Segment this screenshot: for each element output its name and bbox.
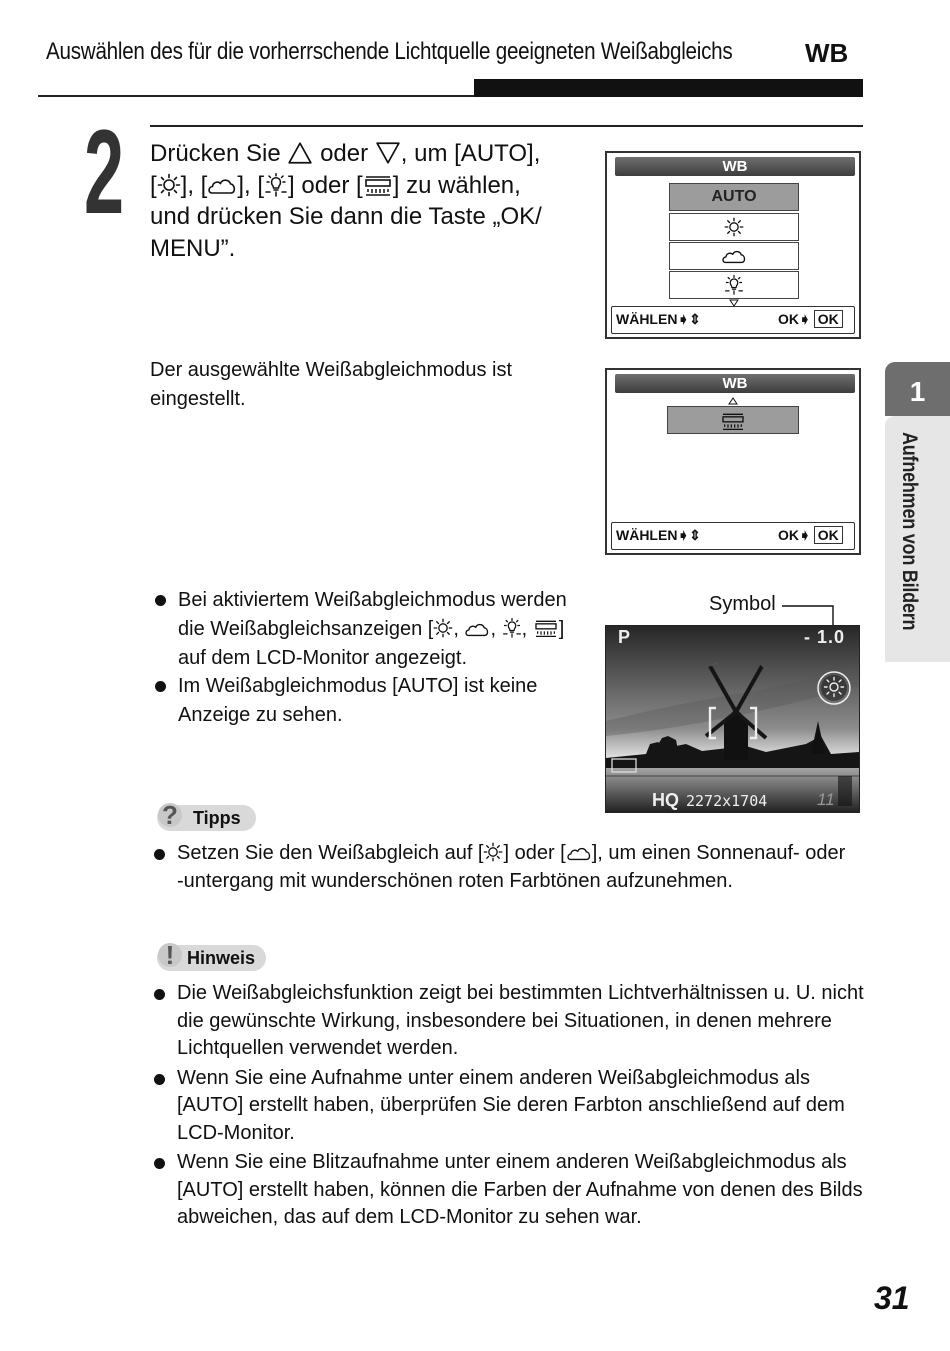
cloud-icon xyxy=(566,845,592,862)
menu-item-auto[interactable] xyxy=(669,183,799,211)
result-text: Der ausgewählte Weißabgleichmodus ist eingestellt. xyxy=(150,359,513,410)
header-black-bar xyxy=(474,79,863,97)
cloud-icon xyxy=(207,175,237,197)
bullet-text: , xyxy=(490,617,497,640)
step-rule xyxy=(150,125,863,127)
bullet-text: , xyxy=(521,617,528,640)
wb-menu-screen xyxy=(605,151,861,339)
list-item: Die Weißabgleichsfunktion zeigt bei bestimmten Lichtverhältnissen u. U. nicht die gewünschte Wirkung, insbesondere bei Situationen, in denen mehrere Lichtquellen verwendet werden. xyxy=(152,980,864,1063)
instr-text: oder xyxy=(320,140,369,167)
page-header-title: Auswählen des für die vorherrschende Lichtquelle geeigneten Weißabgleichs xyxy=(46,38,733,65)
bullet-text: ], um einen Sonnenauf- oder -untergang mit wunderschönen roten Farbtönen aufzunehmen. xyxy=(177,842,846,892)
up-arrow-icon xyxy=(287,141,313,165)
header-rule xyxy=(38,95,474,97)
tips-list xyxy=(152,840,852,895)
fluorescent-icon xyxy=(533,618,559,638)
instr-text: MENU”. xyxy=(150,234,236,262)
chapter-number: 1 xyxy=(909,376,926,407)
exclamation-icon xyxy=(155,939,185,971)
fluorescent-icon xyxy=(720,411,746,431)
list-item: Wenn Sie eine Blitzaufnahme unter einem anderen Weißabgleichmodus als [AUTO] erstellt haben, können die Farben der Aufnahme von denen des Bilds abweichen, das auf dem LCD-Monitor zu sehen war. xyxy=(152,1149,864,1232)
scroll-up-icon xyxy=(728,397,738,405)
menu-item-sun[interactable] xyxy=(669,213,799,241)
screen-footer xyxy=(611,306,855,334)
windmill-scene-image xyxy=(606,626,859,812)
sun-icon xyxy=(483,842,503,862)
quality-indicator: HQ xyxy=(652,790,679,810)
list-item xyxy=(153,586,583,672)
bullet-text: , xyxy=(453,617,459,640)
menu-item-fluorescent[interactable] xyxy=(667,406,799,434)
footer-select-label: WÄHLEN➧⇕ xyxy=(616,527,701,543)
instr-text: ], [ xyxy=(180,171,208,199)
tips-label: Tipps xyxy=(193,808,241,828)
screen-title-bar: WB xyxy=(615,374,855,393)
resolution-indicator: 2272x1704 xyxy=(686,792,768,810)
tips-section-label xyxy=(157,800,256,831)
wb-selected-screen xyxy=(605,368,861,555)
instr-text: und drücken Sie dann die Taste „OK/ xyxy=(150,203,542,230)
chapter-label: Aufnehmen von Bildern xyxy=(898,432,921,631)
sun-icon xyxy=(724,217,744,237)
list-item: Wenn Sie eine Aufnahme unter einem anderen Weißabgleichmodus als [AUTO] erstellt haben, überprüfen Sie deren Farbton anschließend auf dem LCD-Monitor. xyxy=(152,1065,864,1148)
svg-text:?: ? xyxy=(162,800,178,830)
notes-list xyxy=(152,980,864,1234)
menu-item-cloud[interactable] xyxy=(669,242,799,270)
bullet-text: Setzen Sie den Weißabgleich auf [ xyxy=(177,842,484,864)
footer-select-label: WÄHLEN➧⇕ xyxy=(616,311,701,327)
bulb-icon xyxy=(502,618,522,638)
lcd-preview-photo xyxy=(605,625,860,813)
bullet-text: Bei aktiviertem Weißabgleichmodus werden die Weißabgleichsanzeigen [ xyxy=(178,589,567,640)
bulb-icon xyxy=(724,275,744,295)
question-mark-icon xyxy=(155,799,185,831)
screen-footer xyxy=(611,522,855,550)
list-item xyxy=(152,840,852,895)
bullet-text: ] oder [ xyxy=(503,842,566,864)
down-arrow-icon xyxy=(375,141,401,165)
bulb-icon xyxy=(264,173,288,197)
instr-text: , um [AUTO], xyxy=(400,140,541,167)
cloud-icon xyxy=(721,248,747,265)
footer-ok-label: OK➧ OK xyxy=(778,526,843,544)
indicator-bullets xyxy=(153,586,583,730)
step-instruction xyxy=(150,138,590,264)
menu-item-label: AUTO xyxy=(711,188,757,205)
frames-remaining: 11 xyxy=(817,790,835,809)
sun-icon xyxy=(157,173,181,197)
header-wb-badge: WB xyxy=(805,38,849,68)
svg-text:!: ! xyxy=(165,940,175,970)
footer-ok-label: OK➧ OK xyxy=(778,310,843,328)
instr-text: ] oder [ xyxy=(288,171,363,199)
bullet-text: ] auf dem LCD-Monitor angezeigt. xyxy=(178,617,565,669)
screen-title-bar: WB xyxy=(615,157,855,176)
menu-item-bulb[interactable] xyxy=(669,271,799,299)
instr-text: [ xyxy=(150,171,157,199)
step-number: 2 xyxy=(84,105,125,239)
instr-text: ], [ xyxy=(237,171,265,199)
instr-text: ] zu wählen, xyxy=(392,171,521,199)
bullet-text: Im Weißabgleichmodus [AUTO] ist keine Anzeige zu sehen. xyxy=(178,675,538,727)
instr-text: Drücken Sie xyxy=(150,140,281,167)
cloud-icon xyxy=(464,621,490,638)
notes-label: Hinweis xyxy=(187,948,256,968)
list-item xyxy=(153,672,583,730)
sun-indicator-icon xyxy=(823,676,845,698)
sun-icon xyxy=(433,618,453,638)
notes-section-label xyxy=(157,940,266,971)
mode-indicator: P xyxy=(618,627,631,647)
fluorescent-icon xyxy=(363,173,393,197)
symbol-callout-label: Symbol xyxy=(709,593,776,615)
page-number: 31 xyxy=(874,1280,910,1316)
exposure-indicator: - 1.0 xyxy=(804,627,846,647)
